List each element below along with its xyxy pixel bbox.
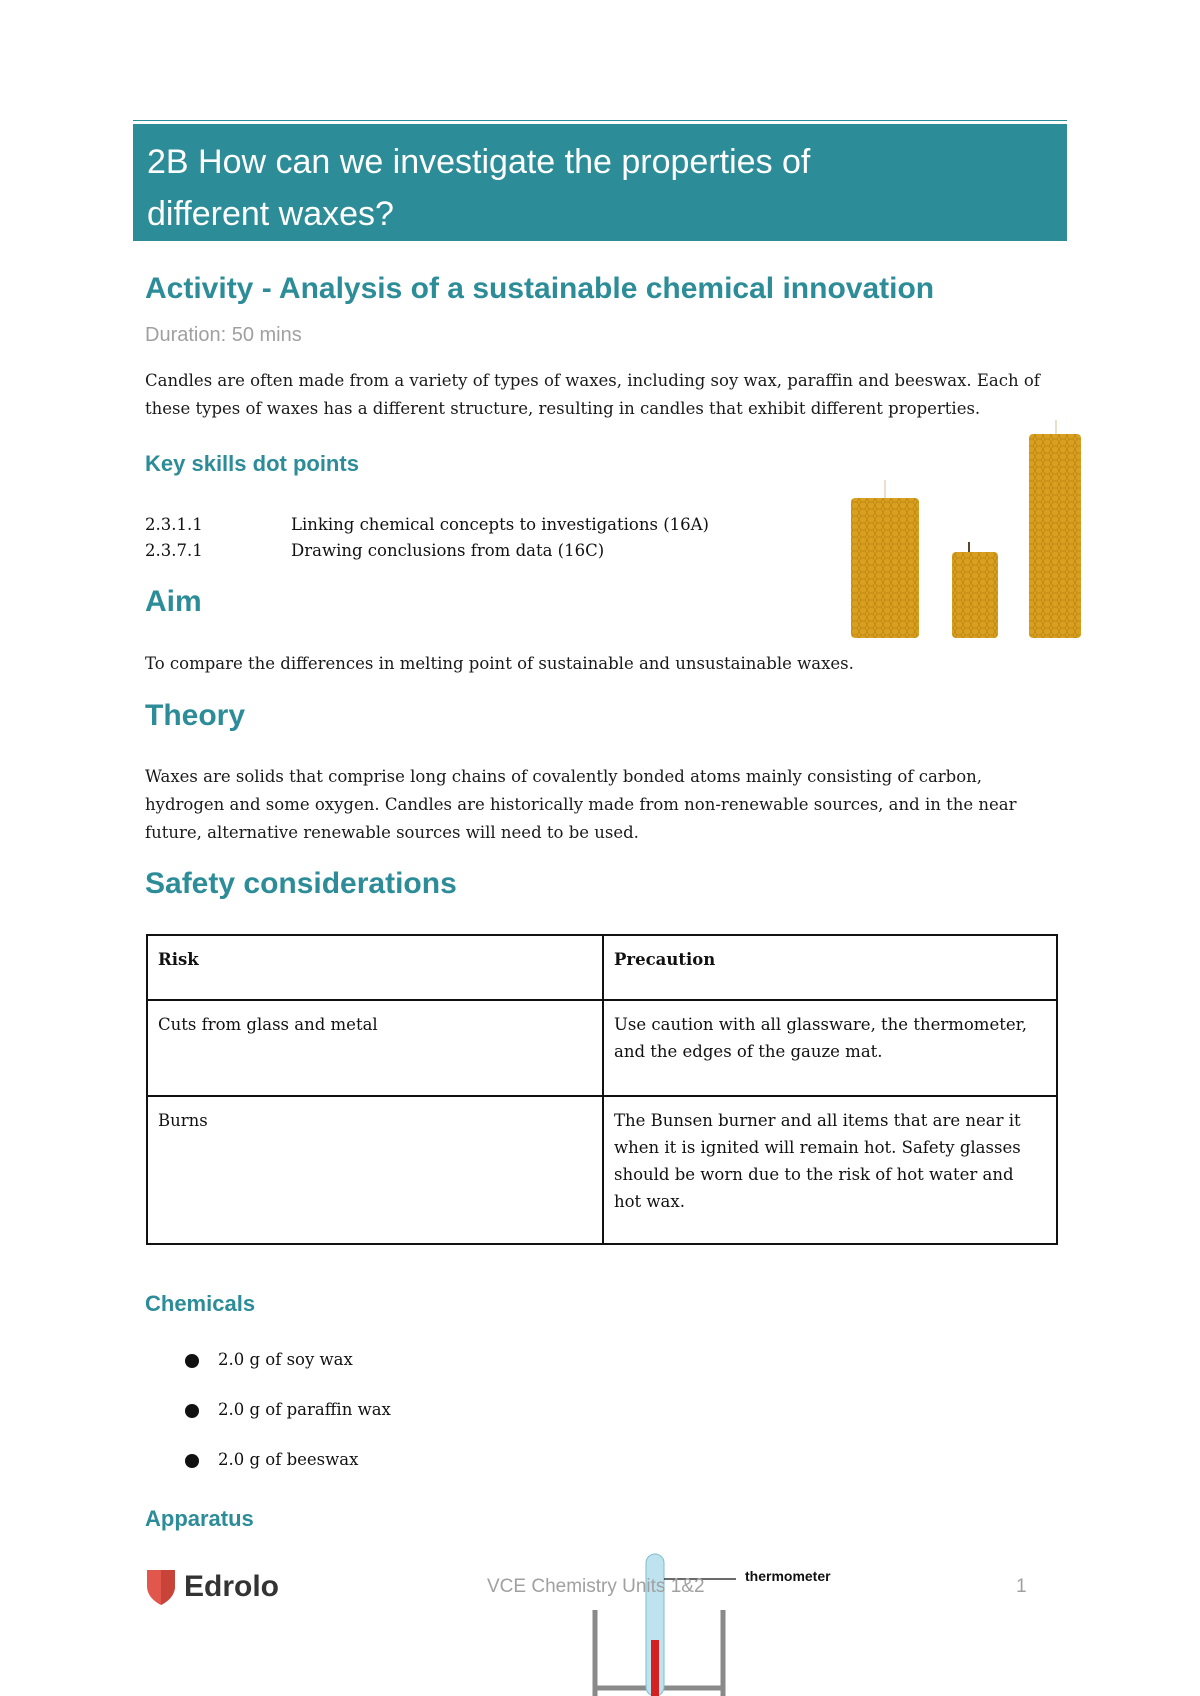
chemicals-heading: Chemicals xyxy=(145,1291,256,1316)
candle-small xyxy=(952,552,998,638)
page-number: 1 xyxy=(1016,1576,1027,1597)
precaution-line: The Bunsen burner and all items that are near it xyxy=(614,1111,1021,1130)
list-item: 2.0 g of beeswax xyxy=(180,1446,391,1496)
page-title-line-2: different waxes? xyxy=(147,195,394,233)
skill-item xyxy=(145,538,709,564)
table-row xyxy=(147,1000,1057,1096)
shield-logo-icon xyxy=(146,1568,176,1606)
skill-text: Linking chemical concepts to investigations (16A) xyxy=(291,515,709,534)
key-skills-heading: Key skills dot points xyxy=(145,451,359,476)
chemicals-list xyxy=(180,1346,391,1496)
candle-tall xyxy=(1029,434,1081,638)
precaution-line: Use caution with all glassware, the thermometer, xyxy=(614,1015,1027,1034)
precaution-cell xyxy=(603,1000,1057,1096)
thermometer-label: thermometer xyxy=(745,1568,831,1584)
table-row xyxy=(147,1096,1057,1244)
footer-course: VCE Chemistry Units 1&2 xyxy=(487,1576,705,1597)
table-header-precaution: Precaution xyxy=(603,935,1057,1000)
activity-heading: Activity - Analysis of a sustainable chemical innovation xyxy=(145,272,935,305)
intro-line: these types of waxes has a different structure, resulting in candles that exhibit different properties. xyxy=(145,399,981,418)
header-rule xyxy=(133,120,1067,121)
theory-line: hydrogen and some oxygen. Candles are historically made from non-renewable sources, and in the near xyxy=(145,795,1017,814)
precaution-line: and the edges of the gauze mat. xyxy=(614,1042,883,1061)
skill-item xyxy=(145,512,709,538)
risk-cell: Burns xyxy=(147,1096,603,1244)
aim-heading: Aim xyxy=(145,585,202,618)
skill-code: 2.3.7.1 xyxy=(145,541,203,560)
table-header-risk: Risk xyxy=(147,935,603,1000)
intro-line: Candles are often made from a variety of types of waxes, including soy wax, paraffin and beeswax. Each of xyxy=(145,371,1040,390)
precaution-line: should be worn due to the risk of hot water and xyxy=(614,1165,1014,1184)
skill-code: 2.3.1.1 xyxy=(145,515,203,534)
skill-text: Drawing conclusions from data (16C) xyxy=(291,541,605,560)
precaution-line: hot wax. xyxy=(614,1192,685,1211)
safety-table xyxy=(146,934,1058,1245)
beeswax-candles-image xyxy=(843,418,1083,640)
list-item: 2.0 g of soy wax xyxy=(180,1346,391,1396)
brand-name: Edrolo xyxy=(184,1570,279,1603)
table-header-row xyxy=(147,935,1057,1000)
candle-medium xyxy=(851,498,919,638)
risk-cell: Cuts from glass and metal xyxy=(147,1000,603,1096)
precaution-line: when it is ignited will remain hot. Safety glasses xyxy=(614,1138,1021,1157)
thermometer-mercury xyxy=(651,1640,659,1696)
theory-line: future, alternative renewable sources will need to be used. xyxy=(145,823,639,842)
theory-heading: Theory xyxy=(145,699,246,732)
theory-text xyxy=(145,763,1065,847)
list-item: 2.0 g of paraffin wax xyxy=(180,1396,391,1446)
footer-brand xyxy=(146,1568,279,1606)
precaution-cell xyxy=(603,1096,1057,1244)
theory-line: Waxes are solids that comprise long chains of covalently bonded atoms mainly consisting of carbon, xyxy=(145,767,983,786)
key-skills-list xyxy=(145,512,709,564)
safety-heading: Safety considerations xyxy=(145,867,457,900)
page-title-line-1: 2B How can we investigate the properties of xyxy=(147,143,811,181)
activity-duration: Duration: 50 mins xyxy=(145,324,302,346)
page-title xyxy=(133,124,1067,241)
apparatus-heading: Apparatus xyxy=(145,1506,254,1531)
activity-intro xyxy=(145,367,1065,423)
aim-text: To compare the differences in melting point of sustainable and unsustainable waxes. xyxy=(145,654,854,673)
